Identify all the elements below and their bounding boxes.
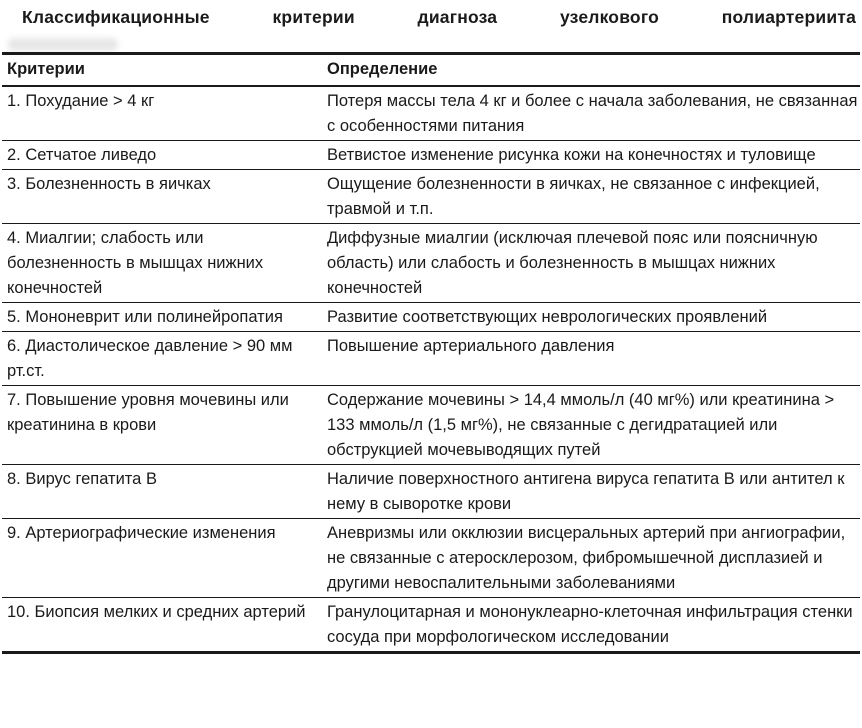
definition-cell: Потеря массы тела 4 кг и более с начала заболевания, не связанная с особенностями питания bbox=[322, 86, 860, 141]
column-header-criteria: Критерии bbox=[2, 54, 322, 87]
criteria-table-body bbox=[2, 86, 860, 653]
criterion-cell: 9. Артериографические изменения bbox=[2, 519, 322, 598]
column-header-definition: Определение bbox=[322, 54, 860, 87]
definition-cell: Ощущение болезненности в яичках, не связанное с инфекцией, травмой и т.п. bbox=[322, 170, 860, 224]
criteria-table bbox=[2, 52, 860, 654]
scan-artifact bbox=[8, 38, 118, 51]
table-row bbox=[2, 303, 860, 332]
criterion-cell: 10. Биопсия мелких и средних артерий bbox=[7, 603, 306, 621]
criterion-cell: 8. Вирус гепатита В bbox=[2, 465, 322, 519]
document-title: Классификационные критерии диагноза узелкового полиартериита bbox=[22, 7, 856, 27]
table-row bbox=[2, 224, 860, 303]
header-row bbox=[2, 54, 860, 87]
table-row bbox=[2, 519, 860, 598]
definition-cell: Наличие поверхностного антигена вируса гепатита В или антител к нему в сыворотке крови bbox=[322, 465, 860, 519]
table-row bbox=[2, 386, 860, 465]
definition-cell: Развитие соответствующих неврологических проявлений bbox=[322, 303, 860, 332]
table-row bbox=[2, 332, 860, 386]
criterion-cell: 5. Мононеврит или полинейропатия bbox=[2, 303, 322, 332]
definition-cell: Ветвистое изменение рисунка кожи на конечностях и туловище bbox=[322, 141, 860, 170]
criterion-cell: 6. Диастолическое давление > 90 мм рт.ст. bbox=[2, 332, 322, 386]
definition-cell: Содержание мочевины > 14,4 ммоль/л (40 мг%) или креатинина > 133 ммоль/л (1,5 мг%), не связанные с дегидратацией или обструкцией мочевыводящих путей bbox=[322, 386, 860, 465]
definition-cell: Гранулоцитарная и мононуклеарно-клеточная инфильтрация стенки сосуда при морфологическом исследовании bbox=[327, 603, 853, 646]
definition-cell: Диффузные миалгии (исключая плечевой пояс или поясничную область) или слабость и болезненность в мышцах нижних конечностей bbox=[322, 224, 860, 303]
table-row bbox=[2, 141, 860, 170]
definition-cell: Аневризмы или окклюзии висцеральных артерий при ангиографии, не связанные с атеросклерозом, фибромышечной дисплазией и другими невоспалительными заболеваниями bbox=[322, 519, 860, 598]
table-row bbox=[2, 598, 860, 653]
criterion-cell: 2. Сетчатое ливедо bbox=[2, 141, 322, 170]
criterion-cell: 4. Миалгии; слабость или болезненность в мышцах нижних конечностей bbox=[2, 224, 322, 303]
table-row bbox=[2, 170, 860, 224]
table-row bbox=[2, 86, 860, 141]
definition-cell: Повышение артериального давления bbox=[322, 332, 860, 386]
criterion-cell: 7. Повышение уровня мочевины или креатинина в крови bbox=[2, 386, 322, 465]
table-row bbox=[2, 465, 860, 519]
criterion-cell: 3. Болезненность в яичках bbox=[2, 170, 322, 224]
criterion-cell: 1. Похудание > 4 кг bbox=[2, 86, 322, 141]
